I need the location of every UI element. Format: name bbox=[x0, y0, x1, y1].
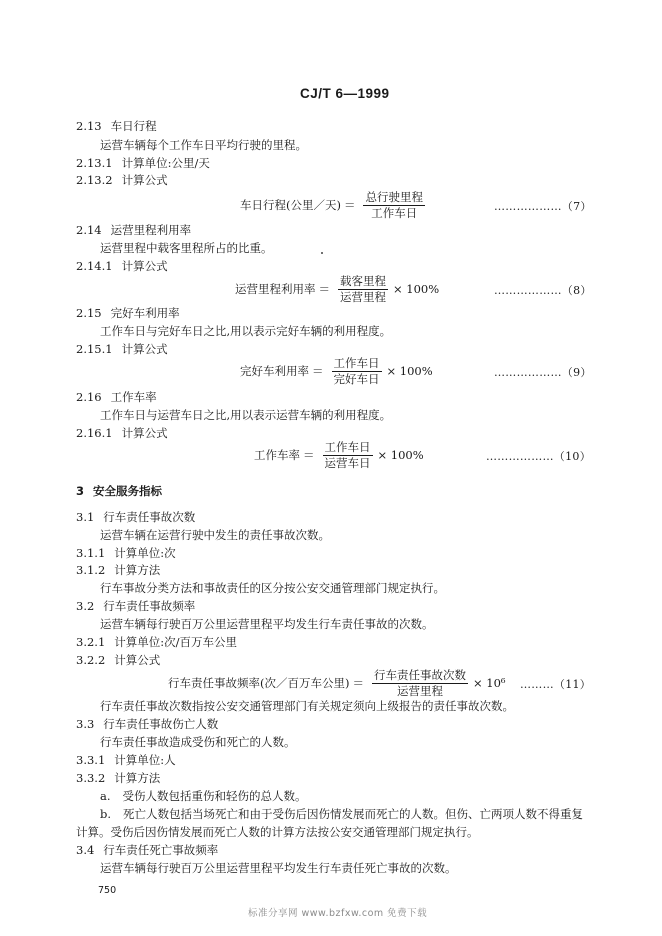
section-text: 计算公式 bbox=[121, 342, 168, 356]
section-text: 计算单位:公里/天 bbox=[121, 156, 210, 170]
list-label: b. bbox=[100, 807, 112, 821]
section-text: 计算单位:次/百万车公里 bbox=[114, 635, 238, 649]
section-2-16-heading bbox=[76, 389, 157, 405]
section-title: 运营里程利用率 bbox=[110, 223, 192, 237]
section-number: 3.2.1 bbox=[76, 635, 106, 649]
section-3-3-1 bbox=[76, 752, 176, 768]
equals-sign: ＝ bbox=[303, 448, 315, 462]
section-3-3-2 bbox=[76, 770, 160, 786]
list-item-b-continued: 计算。受伤后因伤情发展而死亡人数的计算方法按公安交通管理部门规定执行。 bbox=[76, 825, 479, 839]
section-title: 工作车率 bbox=[110, 390, 157, 404]
list-text: 死亡人数包括当场死亡和由于受伤后因伤情发展而死亡的人数。但伤、亡两项人数不得重复 bbox=[123, 807, 584, 821]
section-number: 2.16.1 bbox=[76, 426, 113, 440]
list-item-b bbox=[100, 806, 583, 822]
formula-10 bbox=[254, 440, 424, 470]
section-number: 3.3 bbox=[76, 717, 95, 731]
section-number: 2.14.1 bbox=[76, 259, 113, 273]
section-title: 行车责任死亡事故频率 bbox=[103, 843, 219, 857]
section-3-1-2 bbox=[76, 562, 160, 578]
section-number: 2.14 bbox=[76, 223, 102, 237]
section-text: 计算公式 bbox=[121, 173, 168, 187]
section-2-15-heading bbox=[76, 305, 180, 321]
fraction bbox=[363, 191, 425, 220]
section-2-16-description: 工作车日与运营车日之比,用以表示运营车辆的利用程度。 bbox=[100, 408, 392, 422]
equation-number-10: ………………（10） bbox=[486, 450, 591, 463]
section-2-14-description: 运营里程中载客里程所占的比重。 bbox=[100, 241, 273, 255]
section-3-1-heading bbox=[76, 509, 195, 525]
numerator: 工作车日 bbox=[333, 355, 380, 370]
list-item-a bbox=[100, 788, 307, 804]
section-2-16-1 bbox=[76, 425, 168, 441]
section-3-1-2-description: 行车事故分类方法和事故责任的区分按公安交通管理部门规定执行。 bbox=[100, 581, 445, 595]
section-text: 计算公式 bbox=[121, 426, 168, 440]
chapter-3-heading bbox=[76, 483, 162, 499]
multiplier: × 10⁶ bbox=[472, 676, 506, 690]
section-3-2-1 bbox=[76, 634, 237, 650]
section-number: 2.16 bbox=[76, 390, 102, 404]
section-number: 2.13.2 bbox=[76, 173, 113, 187]
section-3-1-description: 运营车辆在运营行驶中发生的责任事故次数。 bbox=[100, 528, 330, 542]
formula-lhs: 车日行程(公里／天) bbox=[240, 198, 341, 212]
section-text: 计算单位:次 bbox=[114, 546, 176, 560]
section-2-15-description: 工作车日与完好车日之比,用以表示完好车辆的利用程度。 bbox=[100, 324, 392, 338]
section-number: 3.2 bbox=[76, 599, 95, 613]
section-number: 3.3.2 bbox=[76, 771, 106, 785]
section-2-13-1 bbox=[76, 155, 210, 171]
denominator: 运营里程 bbox=[396, 683, 443, 698]
equals-sign: ＝ bbox=[343, 198, 356, 212]
section-3-1-1 bbox=[76, 545, 176, 561]
formula-9 bbox=[240, 356, 433, 386]
list-text: 受伤人数包括重伤和轻伤的总人数。 bbox=[122, 789, 307, 803]
page-number: 750 bbox=[98, 885, 117, 896]
section-3-3-heading bbox=[76, 716, 218, 732]
section-2-14-1 bbox=[76, 258, 168, 274]
section-title: 行车责任事故次数 bbox=[103, 510, 196, 524]
section-text: 计算方法 bbox=[114, 771, 161, 785]
section-2-15-1 bbox=[76, 341, 168, 357]
section-number: 3.2.2 bbox=[76, 653, 106, 667]
section-3-4-description: 运营车辆每行驶百万公里运营里程平均发生行车责任死亡事故的次数。 bbox=[100, 861, 457, 875]
section-3-2-2-note: 行车责任事故次数指按公安交通管理部门有关规定须向上级报告的责任事故次数。 bbox=[100, 699, 514, 713]
denominator: 运营里程 bbox=[340, 289, 386, 304]
section-number: 3.1.2 bbox=[76, 563, 106, 577]
section-title: 完好车利用率 bbox=[110, 306, 180, 320]
standard-code-header: CJ/T 6—1999 bbox=[300, 86, 390, 101]
section-title: 行车责任事故伤亡人数 bbox=[103, 717, 219, 731]
section-title: 行车责任事故频率 bbox=[103, 599, 196, 613]
scan-speck bbox=[321, 252, 323, 254]
section-2-13-heading bbox=[76, 118, 157, 134]
equation-number-7: ………………（7） bbox=[494, 200, 592, 213]
formula-lhs: 工作车率 bbox=[254, 448, 300, 462]
denominator: 工作车日 bbox=[371, 205, 418, 220]
numerator: 总行驶里程 bbox=[365, 189, 423, 204]
section-number: 3.3.1 bbox=[76, 753, 106, 767]
formula-11 bbox=[168, 668, 506, 698]
section-number: 3.4 bbox=[76, 843, 95, 857]
watermark-footer: 标准分享网 www.bzfxw.com 免费下载 bbox=[248, 908, 428, 919]
section-3-3-description: 行车责任事故造成受伤和死亡的人数。 bbox=[100, 735, 296, 749]
multiplier: × 100% bbox=[386, 364, 433, 378]
section-text: 计算单位:人 bbox=[114, 753, 176, 767]
section-3-4-heading bbox=[76, 842, 218, 858]
equation-number-11: ………（11） bbox=[520, 678, 592, 691]
section-number: 2.15.1 bbox=[76, 342, 113, 356]
numerator: 载客里程 bbox=[340, 273, 386, 288]
section-2-13-description: 运营车辆每个工作车日平均行驶的里程。 bbox=[100, 138, 307, 152]
section-3-2-heading bbox=[76, 598, 195, 614]
formula-7 bbox=[240, 190, 430, 220]
section-text: 计算方法 bbox=[114, 563, 161, 577]
section-number: 2.13.1 bbox=[76, 156, 113, 170]
formula-lhs: 行车责任事故频率(次／百万车公里) bbox=[168, 676, 350, 690]
formula-lhs: 完好车利用率 bbox=[240, 364, 309, 378]
equals-sign: ＝ bbox=[318, 282, 330, 296]
equation-number-8: ………………（8） bbox=[494, 284, 592, 297]
section-number: 3 bbox=[76, 484, 85, 498]
multiplier: × 100% bbox=[393, 282, 440, 296]
section-2-13-2 bbox=[76, 172, 168, 188]
section-text: 计算公式 bbox=[121, 259, 168, 273]
section-3-2-2 bbox=[76, 652, 160, 668]
denominator: 运营车日 bbox=[324, 455, 371, 470]
fraction bbox=[372, 669, 468, 698]
section-title: 车日行程 bbox=[110, 119, 157, 133]
numerator: 工作车日 bbox=[324, 439, 371, 454]
section-number: 3.1.1 bbox=[76, 546, 106, 560]
numerator: 行车责任事故次数 bbox=[373, 667, 466, 682]
list-label: a. bbox=[100, 789, 111, 803]
section-2-14-heading bbox=[76, 222, 191, 238]
fraction bbox=[323, 441, 373, 470]
formula-lhs: 运营里程利用率 bbox=[235, 282, 316, 296]
equation-number-9: ………………（9） bbox=[494, 366, 592, 379]
section-3-2-description: 运营车辆每行驶百万公里运营里程平均发生行车责任事故的次数。 bbox=[100, 617, 434, 631]
section-text: 计算公式 bbox=[114, 653, 161, 667]
section-title: 安全服务指标 bbox=[93, 484, 163, 498]
equals-sign: ＝ bbox=[352, 676, 364, 690]
section-number: 2.13 bbox=[76, 119, 102, 133]
section-number: 3.1 bbox=[76, 510, 95, 524]
fraction bbox=[338, 275, 388, 304]
formula-8 bbox=[235, 274, 439, 304]
equals-sign: ＝ bbox=[312, 364, 324, 378]
denominator: 完好车日 bbox=[333, 371, 380, 386]
fraction bbox=[332, 357, 382, 386]
section-number: 2.15 bbox=[76, 306, 102, 320]
multiplier: × 100% bbox=[377, 448, 424, 462]
